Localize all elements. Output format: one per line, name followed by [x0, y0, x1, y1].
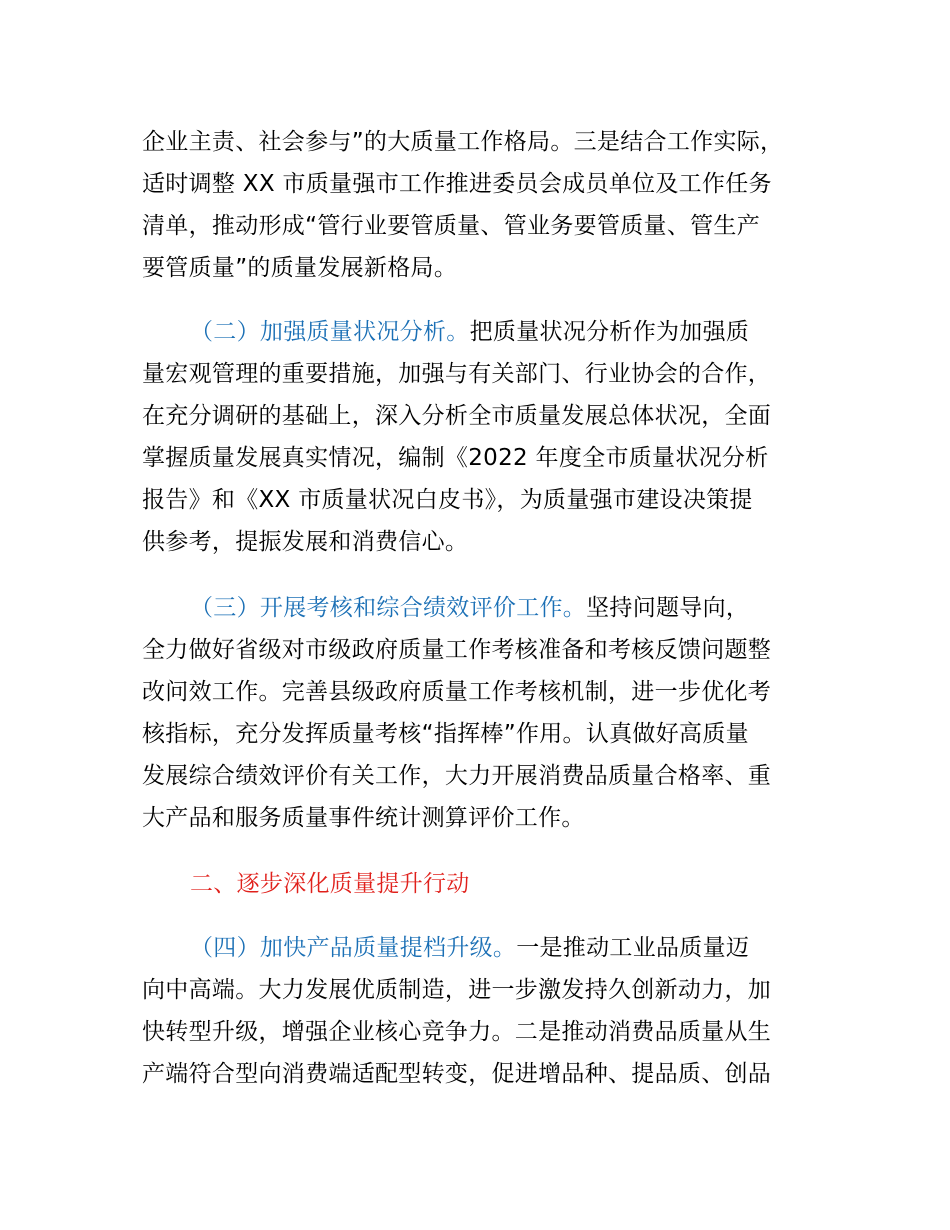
para1-line-4: 要管质量”的质量发展新格局。: [142, 255, 458, 281]
para3-line-4: 核指标，充分发挥质量考核“指挥棒”作用。认真做好高质量: [142, 721, 749, 747]
para3-heading: （三）开展考核和综合绩效评价工作。: [190, 595, 587, 621]
para3-line-2: 全力做好省级对市级政府质量工作考核准备和考核反馈问题整: [142, 637, 772, 663]
para2-line-6: 供参考，提振发展和消费信心。: [142, 529, 469, 555]
para3-line-3: 改问效工作。完善县级政府质量工作考核机制，进一步优化考: [142, 679, 772, 705]
para2-line-2: 量宏观管理的重要措施，加强与有关部门、行业协会的合作，: [142, 361, 772, 387]
para2-first-text: 把质量状况分析作为加强质: [469, 319, 750, 345]
para2-line-4: 掌握质量发展真实情况，编制《2022 年度全市质量状况分析: [142, 445, 769, 471]
para4-first-line: [190, 932, 749, 964]
para4-line-4: 产端符合型向消费端适配型转变，促进增品种、提品质、创品: [142, 1061, 772, 1087]
para3-first-text: 坚持问题导向，: [586, 595, 750, 621]
para2-line-5: 报告》和《XX 市质量状况白皮书》，为质量强市建设决策提: [142, 487, 753, 513]
para3-line-6: 大产品和服务质量事件统计测算评价工作。: [142, 805, 585, 831]
para4-first-text: 一是推动工业品质量迈: [516, 935, 750, 961]
para3-line-5: 发展综合绩效评价有关工作，大力开展消费品质量合格率、重: [142, 763, 772, 789]
para4-line-3: 快转型升级，增强企业核心竞争力。二是推动消费品质量从生: [142, 1019, 772, 1045]
para1-line-1: 企业主责、社会参与”的大质量工作格局。三是结合工作实际，: [142, 129, 784, 155]
para2-line-3: 在充分调研的基础上，深入分析全市质量发展总体状况，全面: [142, 403, 772, 429]
para1-line-2: 适时调整 XX 市质量强市工作推进委员会成员单位及工作任务: [142, 171, 772, 197]
section-heading: 二、逐步深化质量提升行动: [190, 871, 470, 897]
para2-heading: （二）加强质量状况分析。: [190, 319, 470, 345]
para1-line-3: 清单，推动形成“管行业要管质量、管业务要管质量、管生产: [142, 213, 761, 239]
para2-first-line: [190, 316, 749, 348]
para4-line-2: 向中高端。大力发展优质制造，进一步激发持久创新动力，加: [142, 977, 772, 1003]
para4-heading: （四）加快产品质量提档升级。: [190, 935, 517, 961]
para3-first-line: [190, 592, 749, 624]
